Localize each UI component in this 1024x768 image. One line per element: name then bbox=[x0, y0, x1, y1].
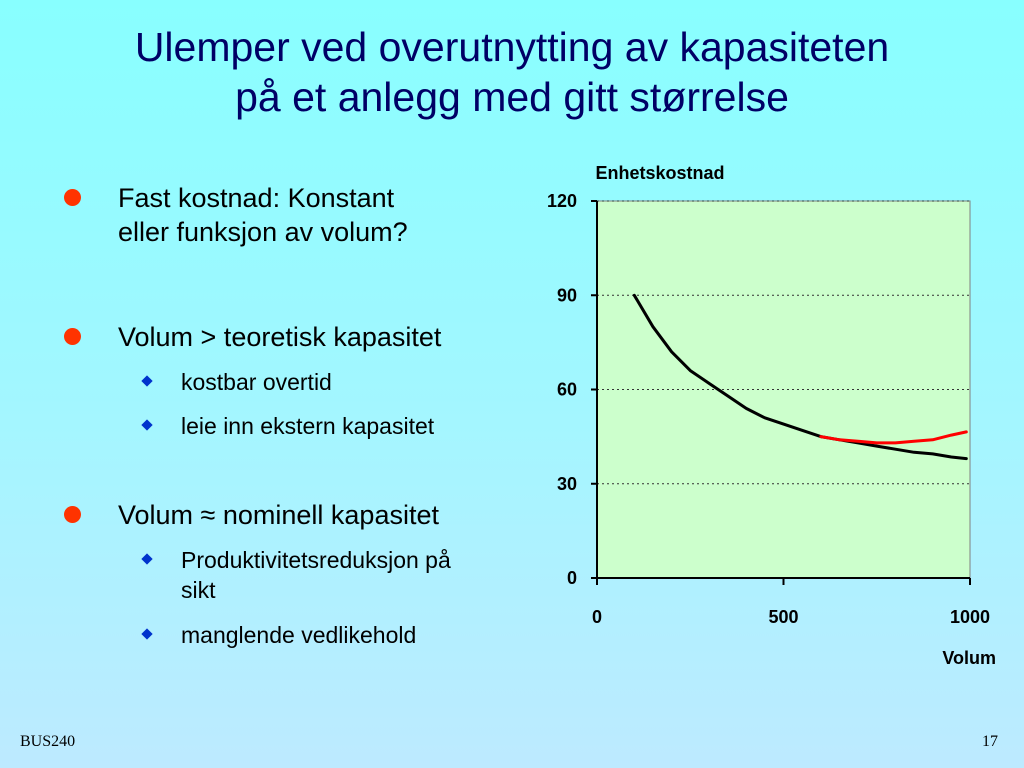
footer-page-number: 17 bbox=[982, 733, 998, 750]
x-tick-label: 500 bbox=[768, 607, 799, 627]
x-tick-label: 0 bbox=[591, 607, 603, 627]
sub-bullet-text: kostbar overtid bbox=[181, 369, 332, 395]
sub-bullet-leie-inn bbox=[181, 411, 434, 441]
sub-bullet-produktivitet bbox=[181, 545, 451, 605]
slide-title-line-2: på et anlegg med gitt størrelse bbox=[235, 74, 789, 120]
y-tick-label: 0 bbox=[566, 568, 577, 588]
bullet-text: Volum > teoretisk kapasitet bbox=[118, 322, 442, 352]
bullet-list bbox=[0, 0, 540, 700]
sub-bullet-diamond bbox=[141, 375, 152, 386]
x-tick-label: 1000 bbox=[949, 607, 991, 627]
bullet-dot bbox=[64, 506, 81, 523]
x-axis-label: Volum bbox=[942, 648, 996, 668]
bullet-text: Fast kostnad: Konstant bbox=[118, 183, 395, 213]
sub-bullet-text: leie inn ekstern kapasitet bbox=[181, 413, 435, 439]
y-tick-label: 30 bbox=[556, 473, 577, 494]
y-axis-label: Enhetskostnad bbox=[595, 163, 725, 183]
bullet-text: eller funksjon av volum? bbox=[118, 217, 408, 247]
sub-bullet-vedlikehold bbox=[181, 620, 416, 650]
bullet-item-nominell-kapasitet bbox=[118, 498, 439, 532]
sub-bullet-text: Produktivitetsreduksjon på bbox=[181, 547, 451, 573]
unit-cost-chart bbox=[520, 150, 1020, 680]
bullet-dot bbox=[64, 328, 81, 345]
y-tick-label: 90 bbox=[556, 285, 577, 306]
sub-bullet-kostbar-overtid bbox=[181, 367, 332, 397]
bullet-item-teoretisk-kapasitet bbox=[118, 320, 441, 354]
sub-bullet-diamond bbox=[141, 553, 152, 564]
footer-course-code: BUS240 bbox=[20, 733, 76, 750]
y-tick-label: 60 bbox=[556, 379, 577, 400]
bullet-dot bbox=[64, 189, 81, 206]
sub-bullet-diamond bbox=[141, 419, 152, 430]
sub-bullet-text: sikt bbox=[181, 577, 216, 603]
sub-bullet-text: manglende vedlikehold bbox=[181, 622, 417, 648]
slide-title-line-1: Ulemper ved overutnytting av kapasiteten bbox=[134, 24, 890, 70]
bullet-text: Volum ≈ nominell kapasitet bbox=[118, 500, 439, 530]
bullet-item-fast-kostnad bbox=[118, 181, 408, 249]
y-tick-label: 120 bbox=[546, 191, 577, 211]
sub-bullet-diamond bbox=[141, 628, 152, 639]
